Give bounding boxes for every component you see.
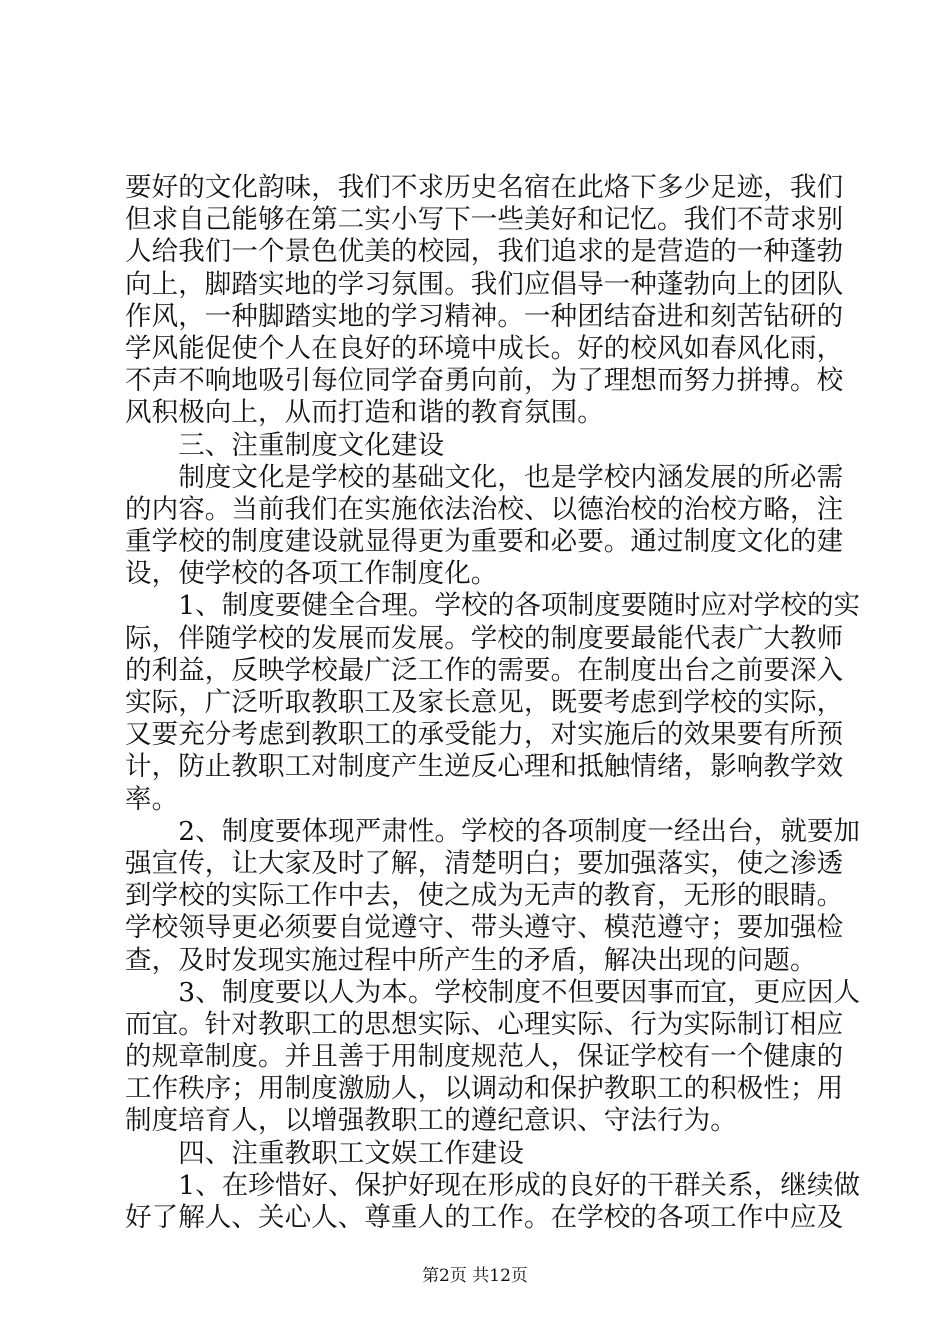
- page-footer: 第2页 共12页: [422, 1266, 528, 1286]
- text-line: 的规章制度。并且善于用制度规范人，保证学校有一个健康的: [125, 1041, 844, 1073]
- text-line: 制度文化是学校的基础文化，也是学校内涵发展的所必需: [125, 461, 844, 493]
- text-line: 三、注重制度文化建设: [125, 429, 445, 461]
- text-line: 重学校的制度建设就显得更为重要和必要。通过制度文化的建: [125, 526, 844, 558]
- text-line: 的内容。当前我们在实施依法治校、以德治校的治校方略，注: [125, 493, 844, 525]
- text-line: 1、制度要健全合理。学校的各项制度要随时应对学校的实: [125, 590, 861, 622]
- text-line: 好了解人、关心人、尊重人的工作。在学校的各项工作中应及: [125, 1202, 844, 1233]
- text-line: 但求自己能够在第二实小写下一些美好和记忆。我们不苛求别: [125, 204, 844, 236]
- text-line: 人给我们一个景色优美的校园，我们追求的是营造的一种蓬勃: [125, 236, 844, 268]
- text-line: 要好的文化韵味，我们不求历史名宿在此烙下多少足迹，我们: [125, 172, 844, 203]
- text-line: 而宜。针对教职工的思想实际、心理实际、行为实际制订相应: [125, 1008, 844, 1040]
- text-line: 不声不响地吸引每位同学奋勇向前，为了理想而努力拼搏。校: [125, 365, 844, 397]
- text-line: 制度培育人，以增强教职工的遵纪意识、守法行为。: [125, 1105, 737, 1137]
- document-body: [125, 172, 861, 1234]
- text-line: 学校领导更必须要自觉遵守、带头遵守、模范遵守；要加强检: [125, 912, 844, 944]
- text-line: 学风能促使个人在良好的环境中成长。好的校风如春风化雨，: [125, 332, 844, 364]
- text-line: 强宣传，让大家及时了解，清楚明白；要加强落实，使之渗透: [125, 847, 844, 879]
- text-line: 查，及时发现实施过程中所产生的矛盾，解决出现的问题。: [125, 944, 817, 976]
- text-line: 作风，一种脚踏实地的学习精神。一种团结奋进和刻苦钻研的: [125, 300, 844, 332]
- text-line: 风积极向上，从而打造和谐的教育氛围。: [125, 397, 604, 429]
- text-line: 又要充分考虑到教职工的承受能力，对实施后的效果要有所预: [125, 719, 844, 751]
- text-line: 四、注重教职工文娱工作建设: [125, 1137, 524, 1169]
- text-line: 计，防止教职工对制度产生逆反心理和抵触情绪，影响教学效: [125, 751, 844, 783]
- text-line: 率。: [125, 783, 179, 815]
- text-line: 到学校的实际工作中去，使之成为无声的教育，无形的眼睛。: [125, 880, 844, 912]
- text-line: 向上，脚踏实地的学习氛围。我们应倡导一种蓬勃向上的团队: [125, 268, 844, 300]
- text-line: 的利益，反映学校最广泛工作的需要。在制度出台之前要深入: [125, 654, 844, 686]
- text-line: 3、制度要以人为本。学校制度不但要因事而宜，更应因人: [125, 976, 861, 1008]
- text-line: 设，使学校的各项工作制度化。: [125, 558, 498, 590]
- text-line: 2、制度要体现严肃性。学校的各项制度一经出台，就要加: [125, 815, 861, 847]
- text-line: 1、在珍惜好、保护好现在形成的良好的干群关系，继续做: [125, 1169, 861, 1201]
- text-line: 实际，广泛听取教职工及家长意见，既要考虑到学校的实际，: [125, 687, 844, 718]
- text-line: 工作秩序；用制度激励人，以调动和保护教职工的积极性；用: [125, 1073, 844, 1105]
- text-line: 际，伴随学校的发展而发展。学校的制度要最能代表广大教师: [125, 622, 844, 654]
